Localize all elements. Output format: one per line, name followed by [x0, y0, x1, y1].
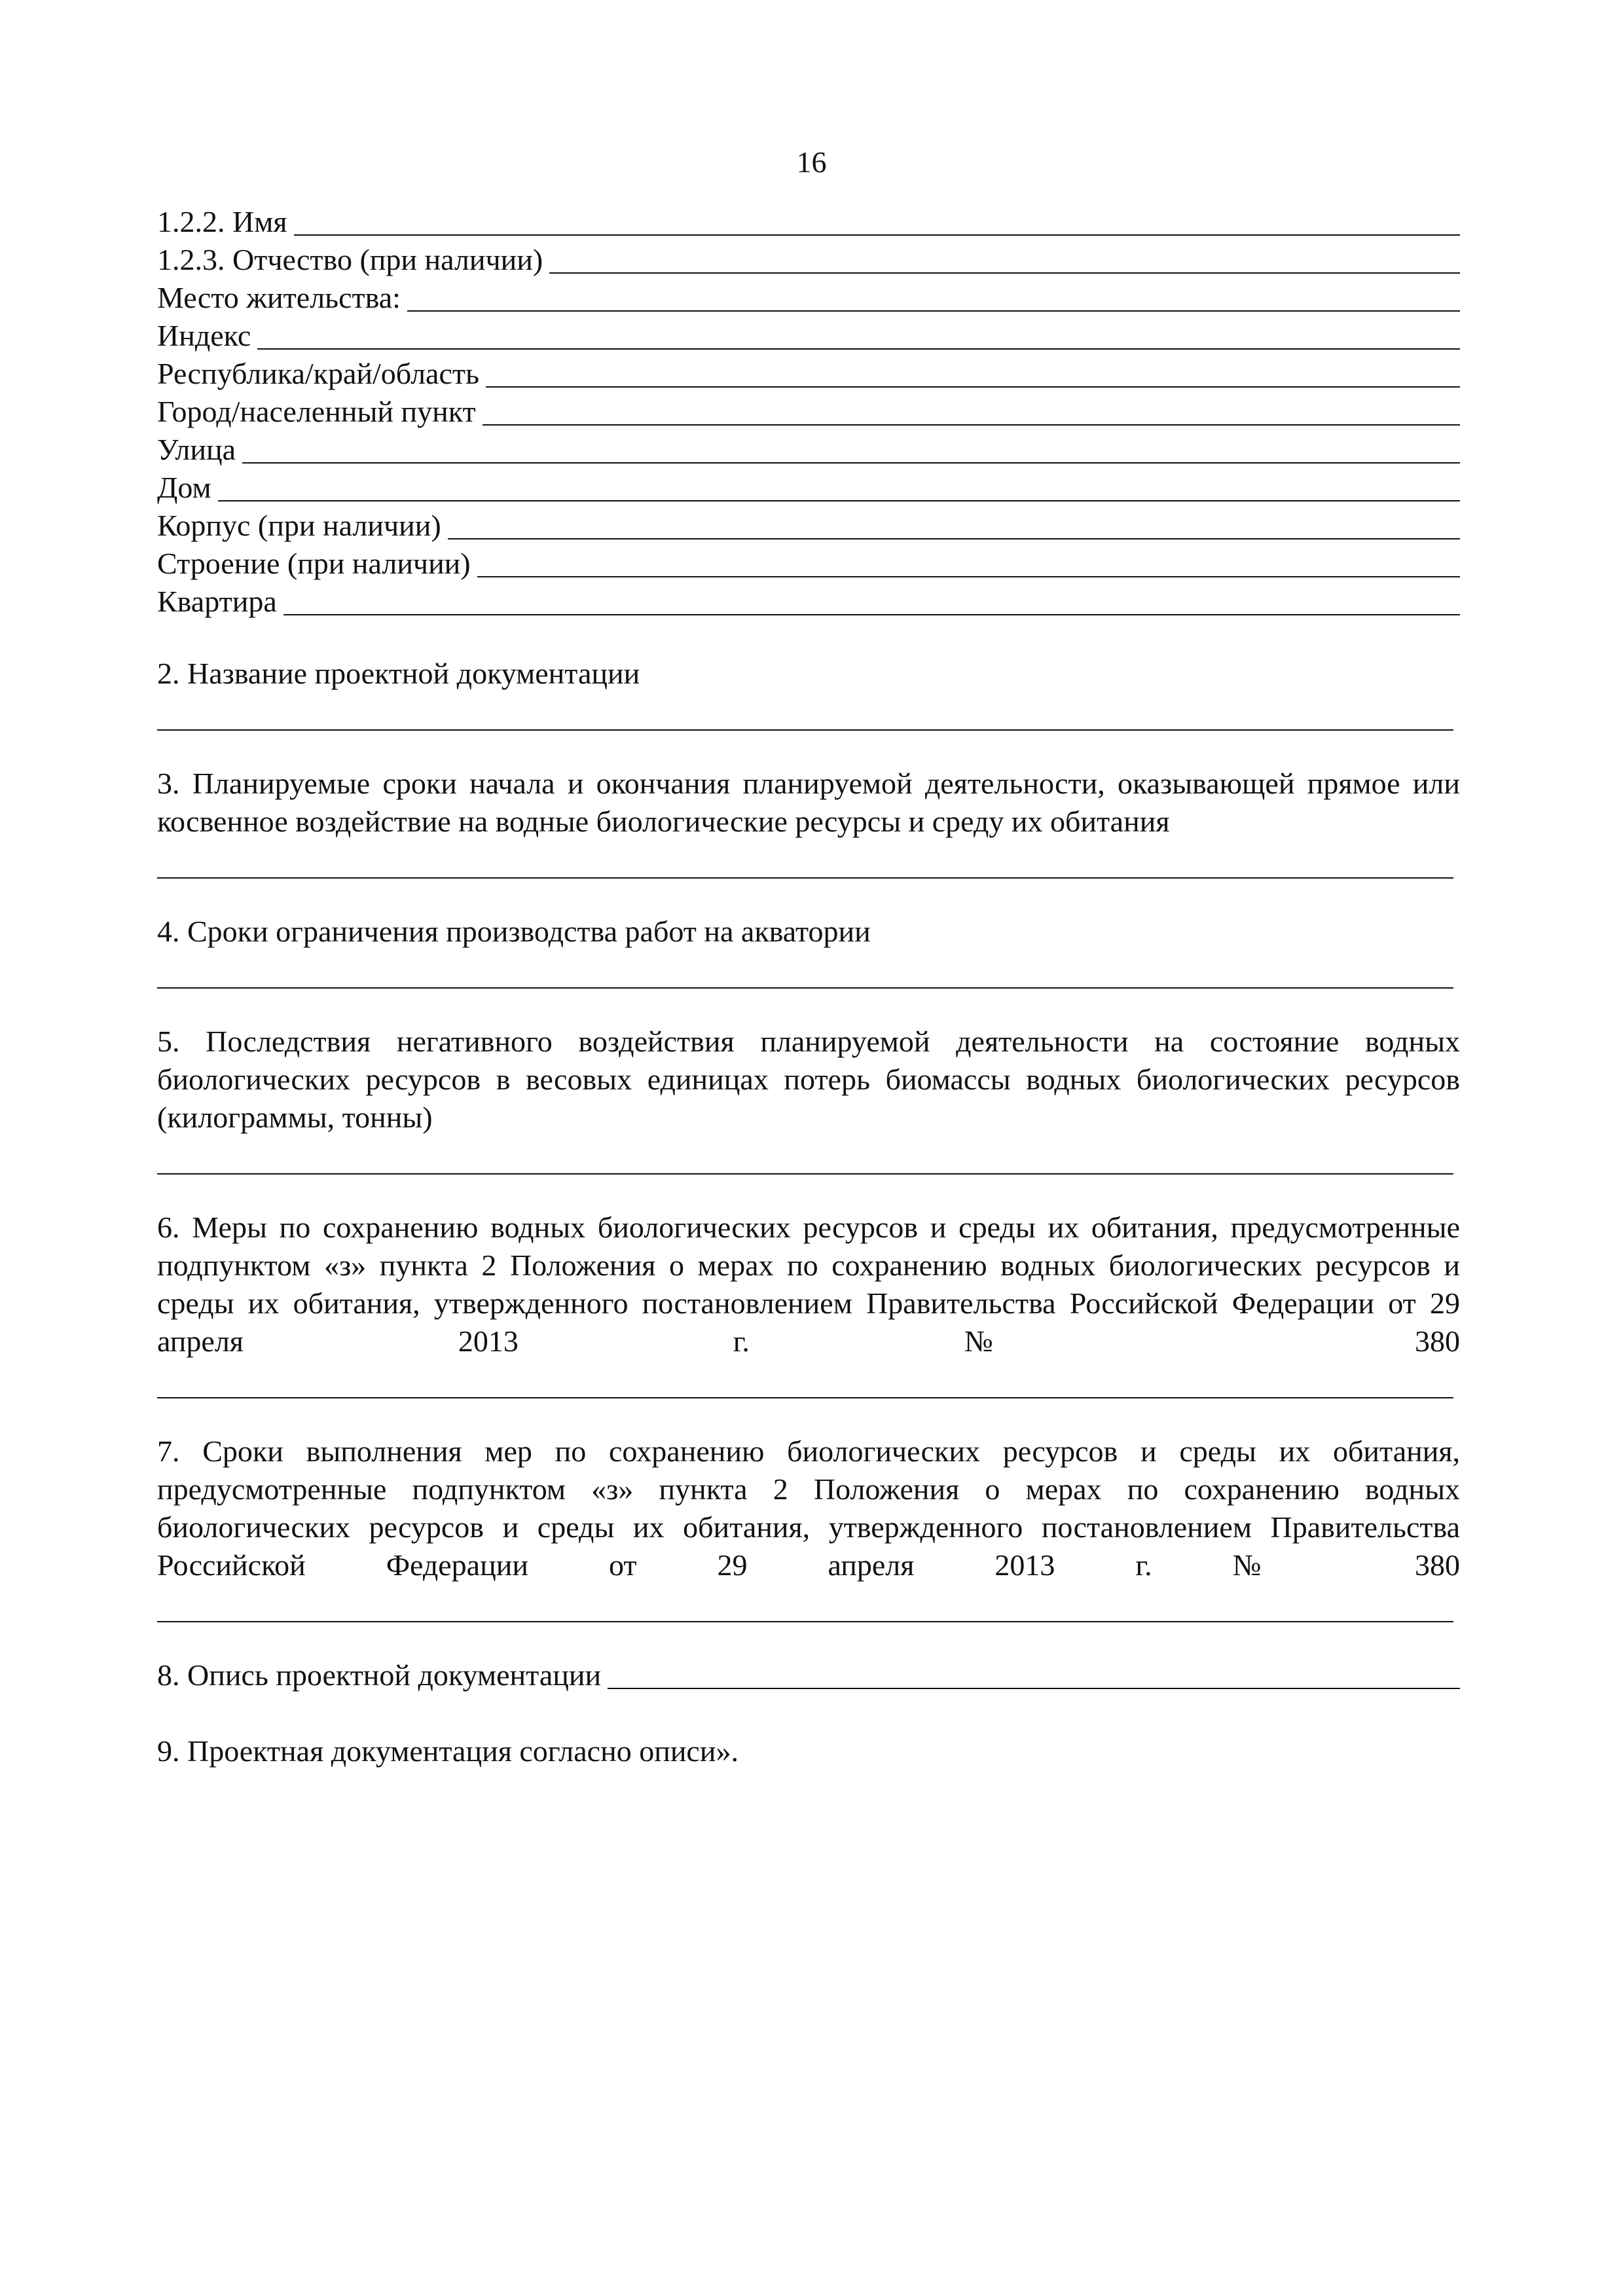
form-content	[157, 203, 1460, 1770]
section-2-answer-line[interactable]	[157, 693, 1453, 731]
section-7-title: 7. Сроки выполнения мер по сохранению биологических ресурсов и среды их обитания, предусмотренные подпунктом «з» пункта 2 Положения о мерах по сохранению водных биологических ресурсов и среды их обитания, утвержденного постановлением Правительства Российской Федерации от 29 апреля 2013 г. № 380	[157, 1434, 1460, 1582]
section-9-title: 9. Проектная документация согласно описи».	[157, 1734, 739, 1768]
section-3-answer-line[interactable]	[157, 841, 1453, 879]
address-field	[157, 279, 1460, 317]
address-field-label: Улица	[157, 433, 236, 466]
address-field-label: Индекс	[157, 319, 251, 352]
address-field-input-line[interactable]	[407, 284, 1460, 312]
section-8-title: 8. Опись проектной документации	[157, 1658, 602, 1692]
address-field-label: 1.2.2. Имя	[157, 205, 287, 238]
address-field-input-line[interactable]	[257, 322, 1460, 350]
address-field-label: Дом	[157, 471, 211, 504]
section-5-title: 5. Последствия негативного воздействия планируемой деятельности на состояние водных биологических ресурсов в весовых единицах потерь биомассы водных биологических ресурсов (килограммы, тонны)	[157, 1025, 1460, 1134]
address-field-input-line[interactable]	[448, 512, 1460, 539]
section-8-field	[157, 1656, 1460, 1694]
section-4-answer-line[interactable]	[157, 951, 1453, 989]
address-field-input-line[interactable]	[294, 208, 1461, 236]
section-4-title: 4. Сроки ограничения производства работ на акватории	[157, 915, 871, 948]
address-fields	[157, 203, 1460, 621]
section-8	[157, 1656, 1460, 1694]
address-field	[157, 241, 1460, 279]
address-field-input-line[interactable]	[218, 474, 1460, 501]
address-field	[157, 317, 1460, 355]
section-7	[157, 1432, 1460, 1622]
address-field-input-line[interactable]	[477, 550, 1460, 577]
address-field-input-line[interactable]	[486, 360, 1460, 388]
section-8-answer-line[interactable]	[608, 1662, 1460, 1689]
section-6-title: 6. Меры по сохранению водных биологических ресурсов и среды их обитания, предусмотренные подпунктом «з» пункта 2 Положения о мерах по сохранению водных биологических ресурсов и среды их обитания, утвержденного постановлением Правительства Российской Федерации от 29 апреля 2013 г. № 380	[157, 1211, 1460, 1358]
address-field-label: Республика/край/область	[157, 357, 479, 390]
address-field-label: Город/населенный пункт	[157, 395, 476, 428]
section-4	[157, 913, 1460, 989]
address-field-input-line[interactable]	[242, 436, 1460, 464]
address-field-input-line[interactable]	[483, 398, 1460, 426]
address-field-input-line[interactable]	[283, 588, 1460, 615]
section-7-answer-line[interactable]	[157, 1584, 1453, 1622]
section-3-title: 3. Планируемые сроки начала и окончания планируемой деятельности, оказывающей прямое или косвенное воздействие на водные биологические ресурсы и среду их обитания	[157, 767, 1460, 838]
address-field	[157, 469, 1460, 507]
section-6	[157, 1209, 1460, 1398]
page-number: 16	[796, 145, 827, 179]
address-field-label: 1.2.3. Отчество (при наличии)	[157, 243, 543, 276]
section-5	[157, 1023, 1460, 1175]
address-field	[157, 431, 1460, 469]
address-field	[157, 355, 1460, 393]
address-field	[157, 545, 1460, 583]
address-field	[157, 583, 1460, 621]
address-field-label: Корпус (при наличии)	[157, 509, 441, 542]
address-field-label: Строение (при наличии)	[157, 547, 471, 580]
address-field	[157, 507, 1460, 545]
address-field-label: Место жительства:	[157, 281, 401, 314]
section-2-title: 2. Название проектной документации	[157, 657, 640, 690]
address-field-input-line[interactable]	[549, 246, 1460, 274]
section-5-answer-line[interactable]	[157, 1137, 1453, 1175]
section-2	[157, 655, 1460, 731]
address-field-label: Квартира	[157, 585, 277, 618]
address-field	[157, 393, 1460, 431]
section-6-answer-line[interactable]	[157, 1360, 1453, 1398]
address-field	[157, 203, 1460, 241]
section-3	[157, 765, 1460, 879]
